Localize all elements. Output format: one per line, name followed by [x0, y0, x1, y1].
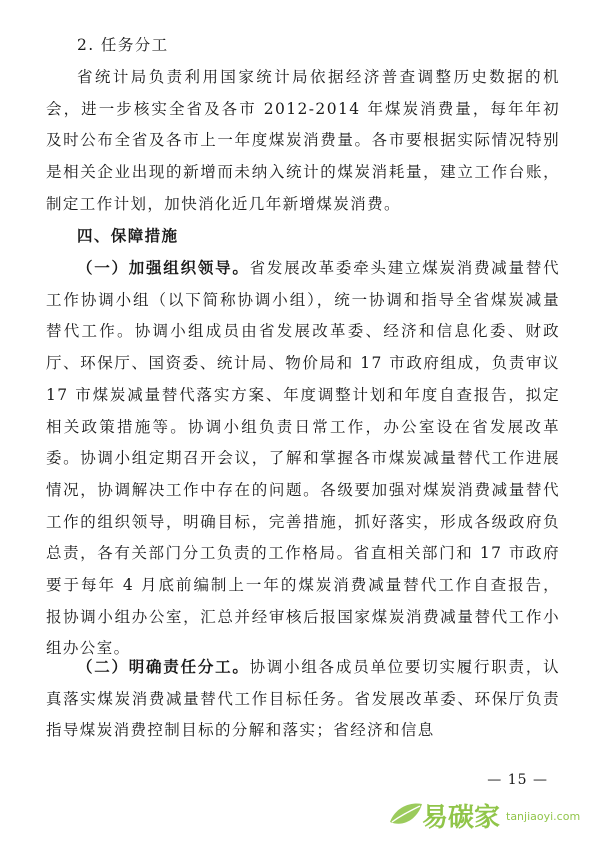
item-1-paragraph — [46, 253, 560, 665]
item-2-paragraph — [46, 652, 560, 747]
watermark-url-text: tanjiaoyi.com — [506, 810, 581, 823]
watermark-logo-text: 易碳家 — [422, 803, 501, 833]
watermark-leaf-icon — [390, 804, 422, 824]
item-1-body: 省发展改革委牵头建立煤炭消费减量替代工作协调小组（以下简称协调小组），统一协调和指导全省煤炭减量替代工作。协调小组成员由省发展改革委、经济和信息化委、财政厅、环保厅、国资委、统计局、物价局和 17 市政府组成，负责审议 17 市煤炭减量替代落实方案、年度调整计划和年度自查报告，拟定相关政策措施等。协调小组负责日常工作，办公室设在省发展改革委。协调小组定期召开会议，了解和掌握各市煤炭减量替代工作进展情况，协调解决工作中存在的问题。各级要加强对煤炭消费减量替代工作的组织领导，明确目标，完善措施，抓好落实，形成各级政府负总责，各有关部门分工负责的工作格局。省直相关部门和 17 市政府要于每年 4 月底前编制上一年的煤炭消费减量替代工作自查报告，报协调小组办公室，汇总并经审核后报国家煤炭消费减量替代工作小组办公室。 — [46, 259, 560, 658]
section-2-heading: 2. 任务分工 — [77, 36, 169, 54]
item-2-lead: （二）明确责任分工。 — [77, 658, 250, 676]
watermark-logo — [382, 792, 592, 840]
section-2-paragraph: 省统计局负责利用国家统计局依据经济普查调整历史数据的机会，进一步核实全省及各市 2012-2014 年煤炭消费量，每年年初及时公布全省及各市上一年度煤炭消费量。各市要根据实际情况特别是相关企业出现的新增而未纳入统计的煤炭消耗量，建立工作台账，制定工作计划，加快消化近几年新增煤炭消费。 — [46, 68, 560, 213]
section-4-heading: 四、保障措施 — [77, 227, 179, 245]
item-1-lead: （一）加强组织领导。 — [77, 259, 250, 277]
item-2-body: 协调小组各成员单位要切实履行职责，认真落实煤炭消费减量替代工作目标任务。省发展改革委、环保厅负责指导煤炭消费控制目标的分解和落实；省经济和信息 — [46, 658, 560, 740]
page-number: — 15 — — [487, 772, 548, 788]
